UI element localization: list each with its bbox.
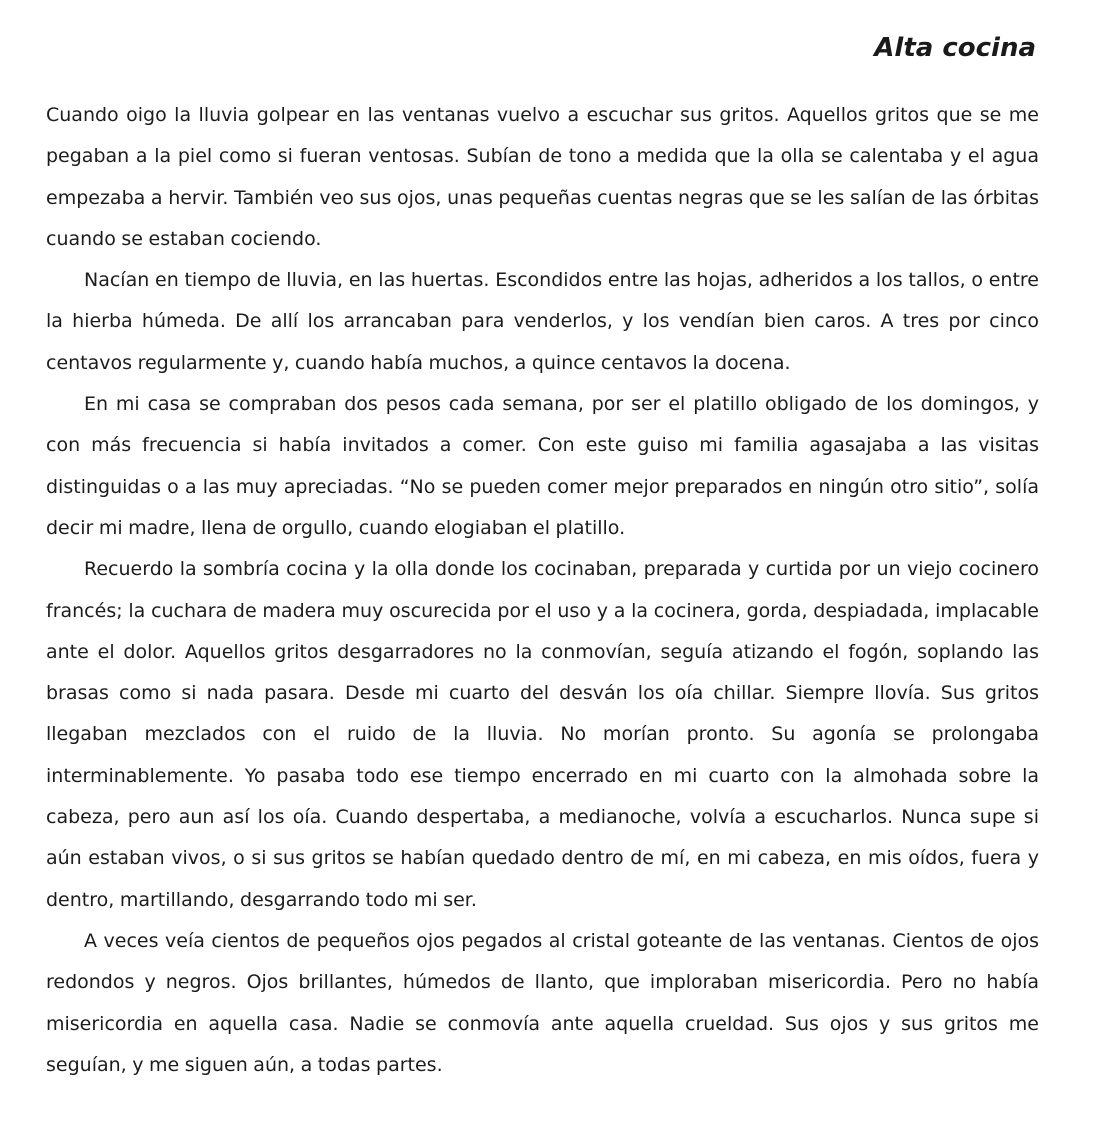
paragraph-2: Nacían en tiempo de lluvia, en las huertas. Escondidos entre las hojas, adheridos a los tallos, o entre la hierba húmeda. De allí los arrancaban para venderlos, y los vendían bien caros. A tres por cinco centavos regularmente y, cuando había muchos, a quince centavos la docena. bbox=[46, 269, 1039, 374]
paragraph-1: Cuando oigo la lluvia golpear en las ventanas vuelvo a escuchar sus gritos. Aquellos gritos que se me pegaban a la piel como si fueran ventosas. Subían de tono a medida que la olla se calentaba y el agua empezaba a hervir. También veo sus ojos, unas pequeñas cuentas negras que se les salían de las órbitas cuando se estaban cociendo. bbox=[46, 104, 1039, 250]
story-body bbox=[46, 95, 1039, 1086]
paragraph-4: Recuerdo la sombría cocina y la olla donde los cocinaban, preparada y curtida por un viejo cocinero francés; la cuchara de madera muy oscurecida por el uso y a la cocinera, gorda, despiadada, implacable ante el dolor. Aquellos gritos desgarradores no la conmovían, seguía atizando el fogón, soplando las brasas como si nada pasara. Desde mi cuarto del desván los oía chillar. Siempre llovía. Sus gritos llegaban mezclados con el ruido de la lluvia. No morían pronto. Su agonía se prolongaba interminablemente. Yo pasaba todo ese tiempo encerrado en mi cuarto con la almohada sobre la cabeza, pero aun así los oía. Cuando despertaba, a medianoche, volvía a escucharlos. Nunca supe si aún estaban vivos, o si sus gritos se habían quedado dentro de mí, en mi cabeza, en mis oídos, fuera y dentro, martillando, desgarrando todo mi ser. bbox=[46, 558, 1039, 911]
story-title: Alta cocina bbox=[874, 33, 1036, 63]
paragraph-3: En mi casa se compraban dos pesos cada semana, por ser el platillo obligado de los domingos, y con más frecuencia si había invitados a comer. Con este guiso mi familia agasajaba a las visitas distinguidas o a las muy apreciadas. “No se pueden comer mejor preparados en ningún otro sitio”, solía decir mi madre, llena de orgullo, cuando elogiaban el platillo. bbox=[46, 393, 1039, 539]
paragraph-5: A veces veía cientos de pequeños ojos pegados al cristal goteante de las ventanas. Cientos de ojos redondos y negros. Ojos brillantes, húmedos de llanto, que imploraban misericordia. Pero no había misericordia en aquella casa. Nadie se conmovía ante aquella crueldad. Sus ojos y sus gritos me seguían, y me siguen aún, a todas partes. bbox=[46, 929, 1039, 1076]
